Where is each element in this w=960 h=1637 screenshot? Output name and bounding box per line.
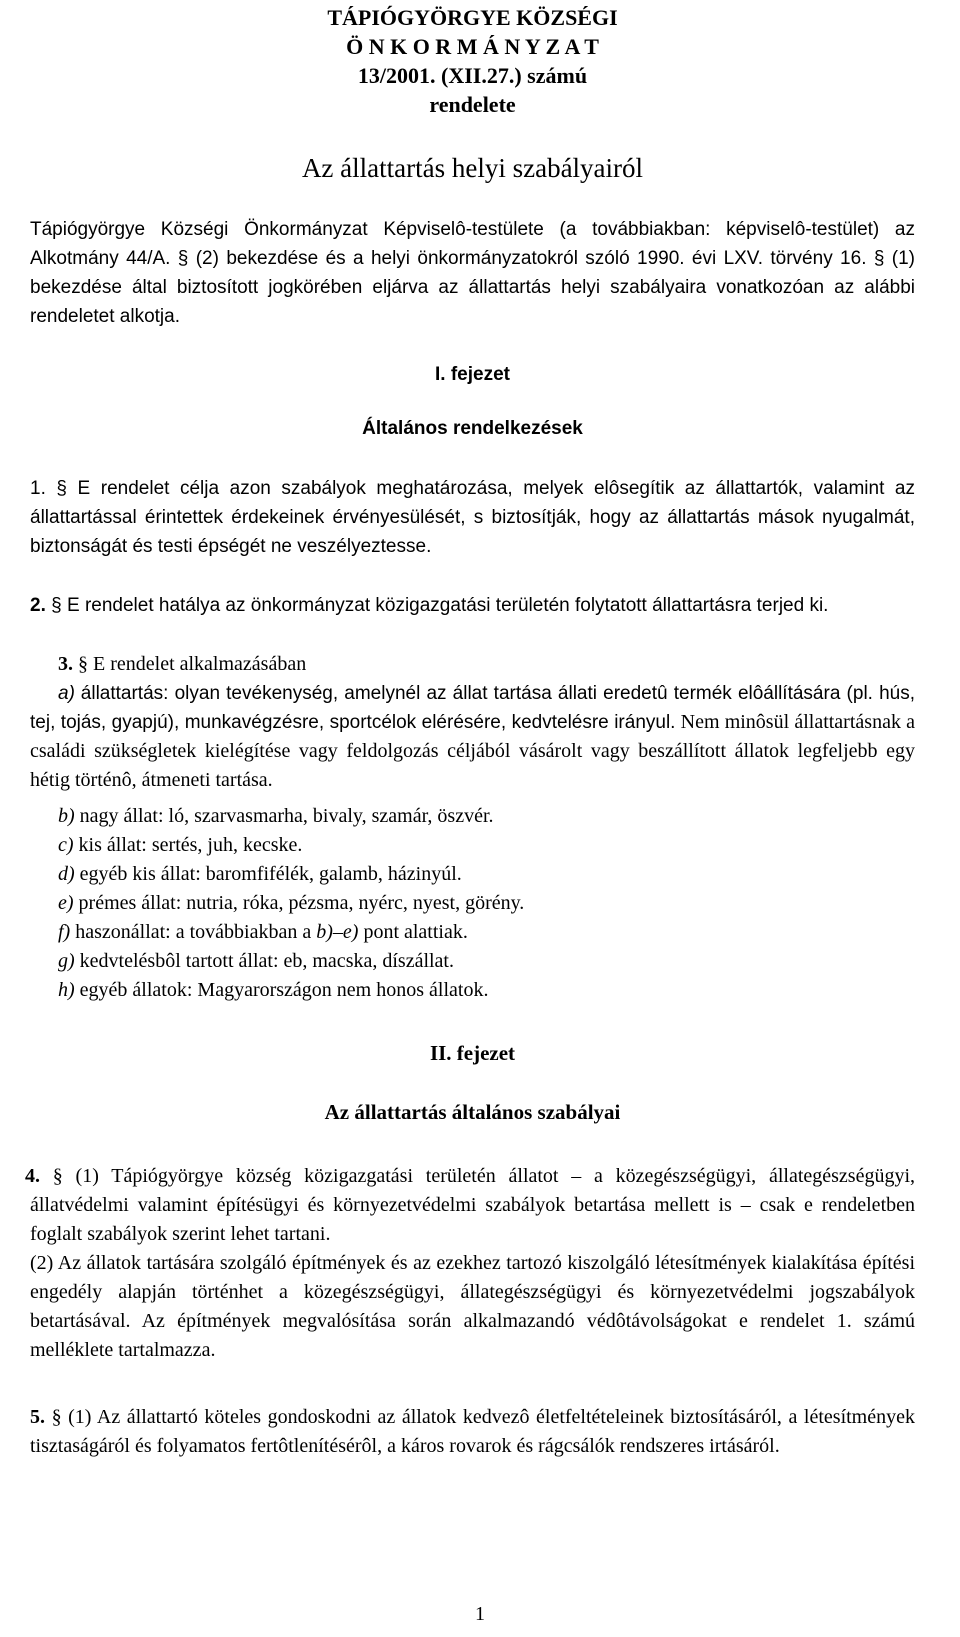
definition-list (30, 802, 915, 1005)
header-line: 13/2001. (XII.27.) számú (357, 63, 588, 88)
definition-text: állattartás: olyan tevékenység, amelynél az állat tartása állati eredetû termék elôállítására (pl. hús, tej, tojás, gyapjú), munkavégzésre, sportcélok elérésére, kedvtelésre irányul. (30, 683, 916, 733)
header-line: rendelete (429, 92, 516, 117)
section-number: 4. (25, 1165, 40, 1187)
chapter-title: Az állattartás általános szabályai (324, 1100, 621, 1124)
document-header (30, 3, 915, 119)
chapter-title: Általános rendelkezések (362, 418, 583, 439)
preamble-text: Tápiógyörgye Községi Önkormányzat Képviselô-testülete (a továbbiakban: képviselô-testület) az Alkotmány 44/A. § (2) bekezdése és a helyi önkormányzatokról szóló 1990. évi LXV. törvény 16. § (1) bekezdése által biztosított jogkörében eljárva az állattartás helyi szabályaira vonatkozóan az alábbi rendeletet alkotja. (30, 219, 915, 327)
definition-note: Nem minôsül állattartásnak a családi szükségletek kielégítése vagy feldolgozás céljából vásárolt vagy beszállított állatok legfeljebb egy hétig történô, átmeneti tartása. (30, 711, 915, 791)
section-number: 5. (30, 1406, 45, 1428)
definition-item: b) nagy állat: ló, szarvasmarha, bivaly, szamár, öszvér. (58, 805, 494, 827)
section-text: § (1) Tápiógyörgye község közigazgatási területén állatot – a közegészségügyi, állategészségügyi, állatvédelmi valamint építésügyi és környezetvédelmi szabályok betartása mellett is – csak e rendeletben foglalt szabályok szerint lehet tartani. (30, 1165, 916, 1245)
section-text: § (1) Az állattartó köteles gondoskodni az állatok kedvezô életfeltételeinek biztosításáról, a létesítmények tisztaságáról és folyamatos fertôtlenítésérôl, a káros rovarok és rágcsálók rendszeres irtásáról. (30, 1406, 915, 1457)
section-number: 3. (58, 653, 73, 675)
definition-item: e) prémes állat: nutria, róka, pézsma, nyérc, nyest, görény. (58, 892, 525, 914)
header-line: Ö N K O R M Á N Y Z A T (346, 34, 599, 59)
chapter-number: II. fejezet (429, 1041, 516, 1065)
page-number: 1 (475, 1603, 485, 1625)
definition-a (30, 679, 915, 795)
section-number: 2. (30, 595, 46, 616)
section-text: § E rendelet alkalmazásában (78, 653, 307, 675)
preamble (30, 215, 915, 331)
chapter-number: I. fejezet (435, 364, 510, 385)
definition-item: g) kedvtelésbôl tartott állat: eb, macska, díszállat. (58, 950, 454, 972)
section-4-paragraph-2: (2) Az állatok tartására szolgáló építmények és az ezekhez tartozó kiszolgáló létesítmények kialakítása építési engedély alapján történhet a közegészségügyi, állategészségügyi és környezetvédelmi jogszabályok betartásával. Az építmények megvalósítása során alkalmazandó védôtávolságokat e rendelet 1. számú melléklete tartalmazza. (30, 1252, 915, 1361)
document-title: Az állattartás helyi szabályairól (301, 153, 644, 183)
definition-item: d) egyéb kis állat: baromfifélék, galamb, házinyúl. (58, 863, 462, 885)
section-2 (30, 591, 915, 620)
section-4 (25, 1162, 916, 1365)
section-number: 1. (30, 478, 46, 499)
header-line: TÁPIÓGYÖRGYE KÖZSÉGI (327, 5, 618, 30)
section-3 (30, 650, 915, 679)
definition-item: c) kis állat: sertés, juh, kecske. (58, 834, 303, 856)
section-text: § E rendelet célja azon szabályok meghatározása, melyek elôsegítik az állattartók, valamint az állattartással érintettek érdekeinek érvényesülését, s biztosítják, hogy az állattartás mások nyugalmát, biztonságát és testi épségét ne veszélyeztesse. (30, 478, 915, 557)
definition-label: a) (58, 683, 75, 704)
section-1 (30, 474, 915, 561)
definition-item: f) haszonállat: a továbbiakban a b)–e) pont alattiak. (58, 921, 468, 943)
definition-item: h) egyéb állatok: Magyarországon nem honos állatok. (58, 979, 489, 1001)
section-text: § E rendelet hatálya az önkormányzat közigazgatási területén folytatott állattartásra terjed ki. (51, 595, 829, 616)
section-5 (30, 1403, 915, 1461)
